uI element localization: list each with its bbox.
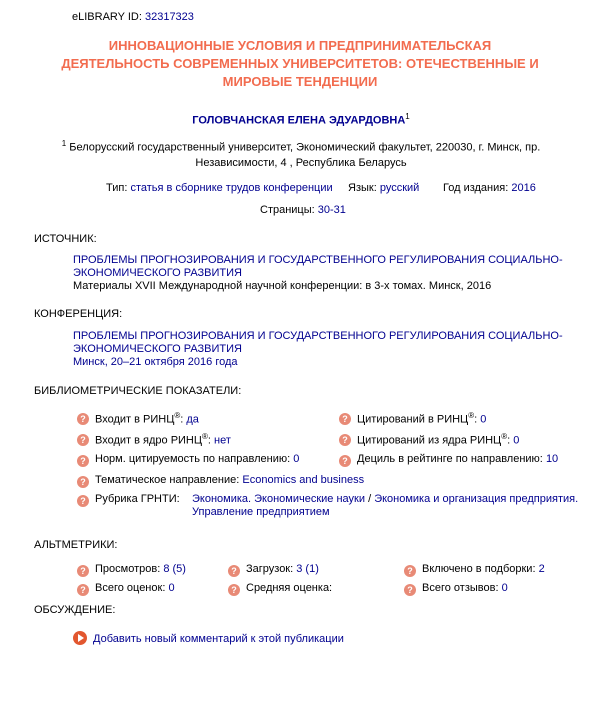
author-block — [0, 112, 602, 127]
question-icon[interactable]: ? — [339, 413, 351, 425]
question-icon[interactable]: ? — [77, 584, 89, 596]
source-details: Материалы XVII Международной научной конференции: в 3-х томах. Минск, 2016 — [73, 280, 492, 292]
play-icon[interactable] — [73, 631, 87, 645]
registered-sup: ® — [501, 432, 508, 441]
question-icon[interactable]: ? — [77, 476, 89, 488]
question-icon[interactable]: ? — [228, 584, 240, 596]
question-icon[interactable]: ? — [339, 455, 351, 467]
elibrary-id-label: eLIBRARY ID: — [72, 11, 142, 23]
affiliation — [0, 136, 602, 171]
topic-value[interactable]: Economics and business — [242, 474, 365, 486]
affiliation-line1: Белорусский государственный университет, Экономический факультет, 220030, г. Минск, пр. — [69, 141, 541, 154]
question-icon[interactable]: ? — [77, 434, 89, 446]
question-icon[interactable]: ? — [77, 413, 89, 425]
author-sup: 1 — [405, 112, 410, 121]
source-title-line1[interactable]: ПРОБЛЕМЫ ПРОГНОЗИРОВАНИЯ И ГОСУДАРСТВЕННОГО РЕГУЛИРОВАНИЯ СОЦИАЛЬНО- — [73, 254, 563, 266]
norm-value: 0 — [293, 453, 300, 465]
registered-sup: ® — [174, 411, 181, 420]
type-value: статья в сборнике трудов конференции — [130, 182, 333, 194]
cit-value: 0 — [480, 413, 487, 426]
reviews-label: Всего отзывов: — [422, 582, 499, 594]
cit-core-value: 0 — [513, 434, 520, 447]
downloads-value: 3 (1) — [296, 563, 319, 575]
avg-label: Средняя оценка: — [246, 582, 333, 594]
included-value: 2 — [538, 563, 545, 575]
grnti-link-enterprise-cont[interactable]: Управление предприятием — [192, 506, 330, 518]
elibrary-id-value[interactable]: 32317323 — [144, 11, 194, 23]
ratings-value: 0 — [168, 582, 175, 594]
meta-pages — [260, 204, 346, 216]
reviews-value: 0 — [501, 582, 508, 594]
pages-value: 30-31 — [317, 204, 346, 216]
cit-core-row: Цитирований из ядра РИНЦ®: 0 — [357, 432, 520, 447]
affiliation-line2: Независимости, 4 , Республика Беларусь — [195, 156, 407, 169]
year-value: 2016 — [511, 182, 536, 194]
rinc-value: да — [186, 413, 199, 426]
downloads-label: Загрузок: — [246, 563, 294, 575]
author-name[interactable]: ГОЛОВЧАНСКАЯ ЕЛЕНА ЭДУАРДОВНА — [192, 114, 406, 127]
cit-label: Цитирований в РИНЦ — [357, 413, 469, 426]
publication-title — [40, 37, 560, 91]
conference-heading: КОНФЕРЕНЦИЯ: — [34, 308, 123, 320]
reviews-row — [422, 582, 508, 594]
topic-row — [95, 474, 364, 486]
grnti-link-enterprise[interactable]: Экономика и организация предприятия. — [374, 493, 579, 505]
registered-sup: ® — [468, 411, 475, 420]
affiliation-sup: 1 — [61, 139, 67, 148]
grnti-link-economics[interactable]: Экономика. Экономические науки — [192, 493, 366, 505]
lang-value: русский — [379, 182, 420, 194]
question-icon[interactable]: ? — [77, 565, 89, 577]
ratings-label: Всего оценок: — [95, 582, 166, 594]
core-row: Входит в ядро РИНЦ®: нет — [95, 432, 231, 447]
title-line: ИННОВАЦИОННЫЕ УСЛОВИЯ И ПРЕДПРИНИМАТЕЛЬСКАЯ — [108, 38, 492, 53]
views-value: 8 (5) — [163, 563, 186, 575]
decile-value: 10 — [545, 453, 559, 465]
altmetrics-heading: АЛЬТМЕТРИКИ: — [34, 539, 118, 551]
cit-row: Цитирований в РИНЦ®: 0 — [357, 411, 487, 426]
title-line: МИРОВЫЕ ТЕНДЕНЦИИ — [222, 74, 378, 89]
title-line: ДЕЯТЕЛЬНОСТЬ СОВРЕМЕННЫХ УНИВЕРСИТЕТОВ: ОТЕЧЕСТВЕННЫЕ И — [61, 56, 539, 71]
downloads-row — [246, 563, 319, 575]
question-icon[interactable]: ? — [404, 565, 416, 577]
question-icon[interactable]: ? — [404, 584, 416, 596]
grnti-values — [192, 493, 578, 519]
conference-block — [73, 330, 563, 369]
grnti-label: Рубрика ГРНТИ: — [95, 493, 180, 505]
conference-title-line1[interactable]: ПРОБЛЕМЫ ПРОГНОЗИРОВАНИЯ И ГОСУДАРСТВЕННОГО РЕГУЛИРОВАНИЯ СОЦИАЛЬНО- — [73, 330, 563, 342]
conference-details: Минск, 20–21 октября 2016 года — [73, 356, 238, 368]
grnti-separator: / — [365, 493, 375, 505]
source-heading: ИСТОЧНИК: — [34, 233, 97, 245]
meta-lang — [348, 182, 419, 194]
views-label: Просмотров: — [95, 563, 161, 575]
question-icon[interactable]: ? — [77, 495, 89, 507]
registered-sup: ® — [202, 432, 208, 441]
rinc-label: Входит в РИНЦ — [95, 413, 175, 426]
source-title-line2[interactable]: ЭКОНОМИЧЕСКОГО РАЗВИТИЯ — [73, 267, 242, 279]
rinc-row: Входит в РИНЦ®: да — [95, 411, 199, 426]
meta-year — [443, 182, 536, 194]
question-icon[interactable]: ? — [228, 565, 240, 577]
question-icon[interactable]: ? — [77, 455, 89, 467]
decile-label: Дециль в рейтинге по направлению: — [357, 453, 543, 465]
biblio-heading: БИБЛИОМЕТРИЧЕСКИЕ ПОКАЗАТЕЛИ: — [34, 385, 242, 397]
norm-label: Норм. цитируемость по направлению: — [95, 453, 291, 465]
core-label: Входит в ядро РИНЦ — [95, 434, 203, 447]
add-comment-link[interactable]: Добавить новый комментарий к этой публикации — [93, 633, 344, 645]
ratings-row — [95, 582, 175, 594]
meta-type — [106, 182, 333, 194]
views-row — [95, 563, 186, 575]
source-block — [73, 254, 563, 293]
pages-label: Страницы: — [260, 204, 315, 216]
topic-label: Тематическое направление: — [95, 474, 240, 486]
decile-row — [357, 453, 558, 465]
included-label: Включено в подборки: — [422, 563, 536, 575]
lang-label: Язык: — [348, 182, 377, 194]
type-label: Тип: — [106, 182, 128, 194]
avg-row — [246, 582, 332, 594]
cit-core-label: Цитирований из ядра РИНЦ — [357, 434, 502, 447]
included-row — [422, 563, 545, 575]
discussion-heading: ОБСУЖДЕНИЕ: — [34, 604, 116, 616]
norm-row — [95, 453, 299, 465]
question-icon[interactable]: ? — [339, 434, 351, 446]
conference-title-line2[interactable]: ЭКОНОМИЧЕСКОГО РАЗВИТИЯ — [73, 343, 242, 355]
elibrary-id — [72, 11, 194, 23]
year-label: Год издания: — [443, 182, 509, 194]
core-value: нет — [214, 434, 231, 447]
